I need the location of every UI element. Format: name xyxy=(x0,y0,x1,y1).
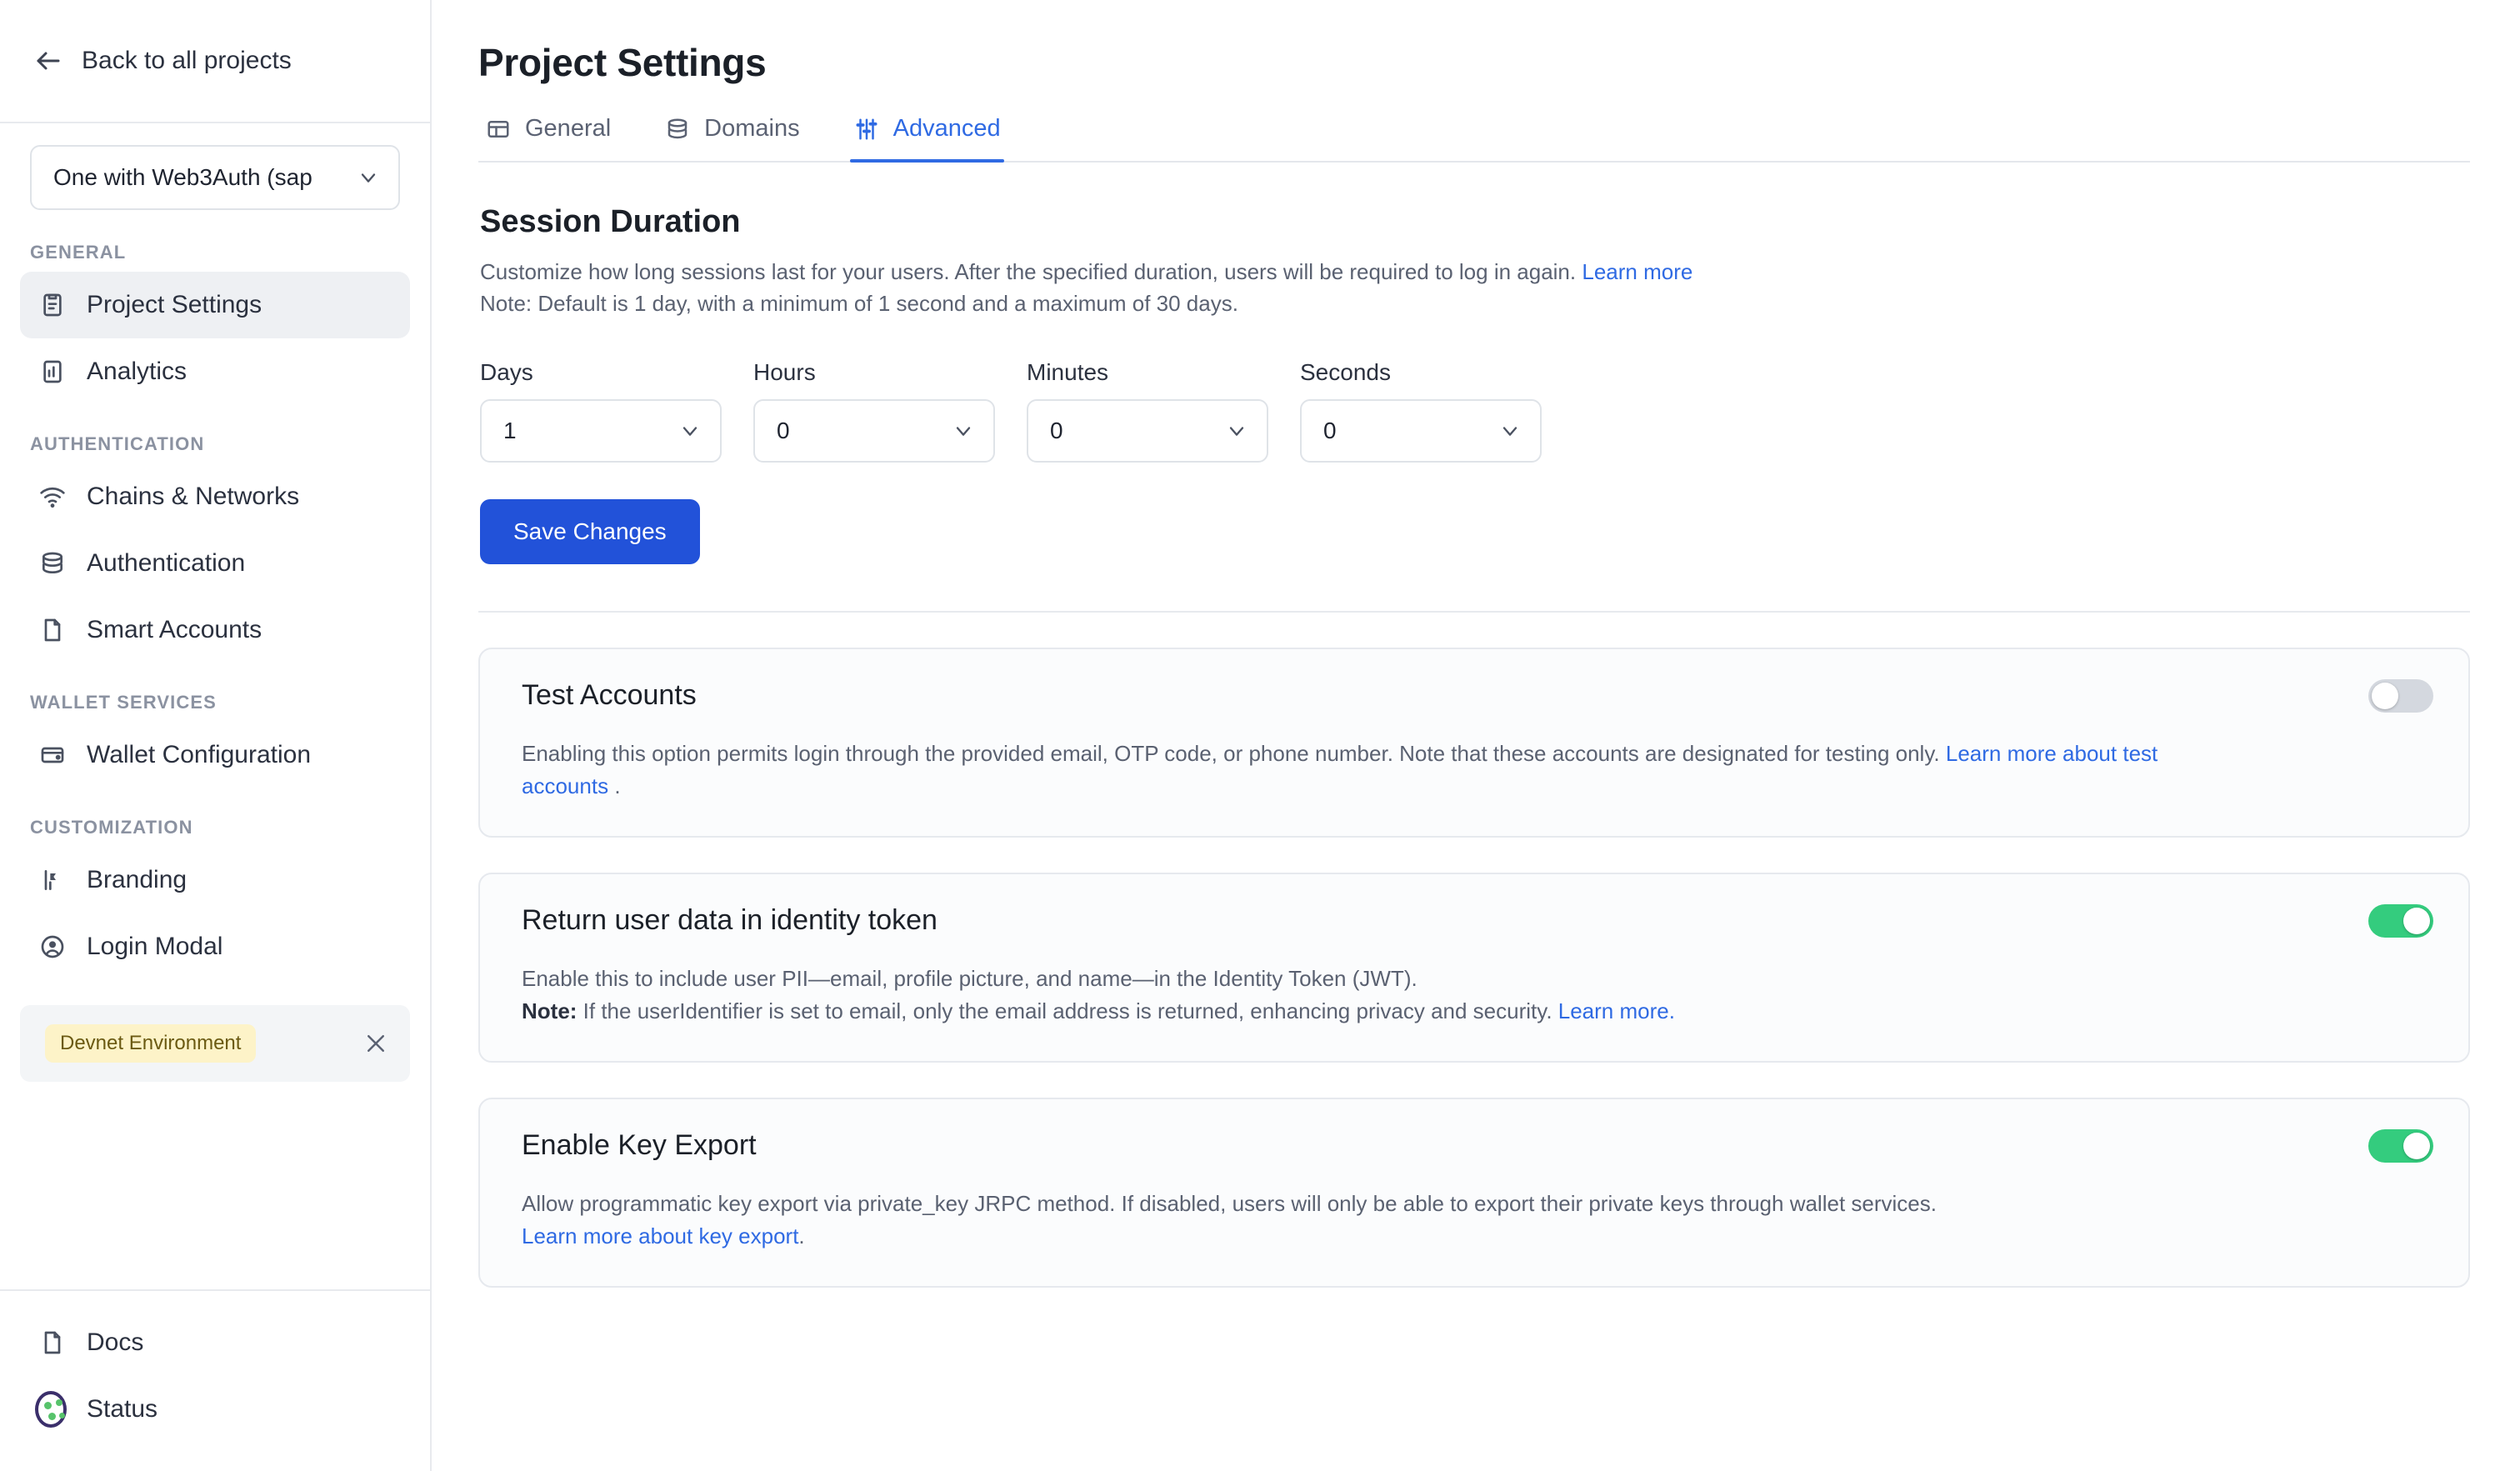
card-description-text: Allow programmatic key export via private_key JRPC method. If disabled, users will only be able to export their private keys through wallet services. xyxy=(522,1191,1937,1217)
return-user-data-learn-more-link[interactable]: Learn more. xyxy=(1558,998,1675,1024)
chevron-down-icon xyxy=(1225,419,1248,443)
sidebar-bottom xyxy=(0,1289,430,1471)
sidebar-item-authentication[interactable] xyxy=(20,530,410,597)
sidebar-item-login-modal[interactable] xyxy=(20,913,410,980)
card-note-text: If the userIdentifier is set to email, only the email address is returned, enhancing privacy and security. xyxy=(577,998,1558,1024)
chevron-down-icon xyxy=(1498,419,1522,443)
card-description-text: Enabling this option permits login through the provided email, OTP code, or phone number. Note that these accounts are designated for testing only. xyxy=(522,741,1940,767)
wifi-icon xyxy=(38,483,67,511)
card-note-label: Note: xyxy=(522,998,578,1024)
wallet-icon xyxy=(38,741,67,769)
section-divider xyxy=(478,611,2470,613)
sidebar-item-label: Authentication xyxy=(87,549,246,577)
sidebar-item-analytics[interactable] xyxy=(20,338,410,405)
key-export-learn-more-link[interactable]: Learn more about key export xyxy=(522,1223,799,1249)
chevron-down-icon xyxy=(678,419,702,443)
layers-icon xyxy=(38,549,67,578)
page-title: Project Settings xyxy=(478,41,767,84)
card-description xyxy=(522,963,2188,1028)
sidebar-item-docs[interactable] xyxy=(20,1309,410,1376)
session-duration-title: Session Duration xyxy=(480,204,741,239)
document-icon xyxy=(38,616,67,644)
card-description xyxy=(522,1188,2188,1253)
sidebar-group-label-general: GENERAL xyxy=(30,242,127,263)
card-title: Test Accounts xyxy=(522,679,697,712)
sidebar-item-label: Docs xyxy=(87,1328,144,1356)
card-description xyxy=(522,738,2188,803)
document-icon xyxy=(38,1328,67,1357)
chevron-down-icon xyxy=(952,419,975,443)
sidebar xyxy=(0,0,432,1471)
card-title: Return user data in identity token xyxy=(522,904,938,937)
field-hours xyxy=(753,359,995,463)
chevron-down-icon xyxy=(357,166,380,189)
sidebar-item-branding[interactable] xyxy=(20,847,410,913)
hours-select-value: 0 xyxy=(777,418,790,444)
chart-icon xyxy=(38,358,67,386)
sidebar-item-label: Chains & Networks xyxy=(87,483,300,510)
sidebar-item-label: Project Settings xyxy=(87,291,262,318)
grid-icon xyxy=(485,116,512,143)
days-select[interactable] xyxy=(480,399,722,463)
arrow-left-icon xyxy=(33,46,63,76)
sidebar-group-label-wallet-services: WALLET SERVICES xyxy=(30,692,217,713)
sidebar-item-status[interactable] xyxy=(20,1376,410,1443)
back-label: Back to all projects xyxy=(82,47,292,74)
sidebar-spacer xyxy=(0,1082,430,1289)
session-description-text: Customize how long sessions last for your users. After the specified duration, users will be required to log in again. xyxy=(480,259,1577,284)
sidebar-item-smart-accounts[interactable] xyxy=(20,597,410,663)
sidebar-item-label: Branding xyxy=(87,866,188,893)
session-learn-more-link[interactable]: Learn more xyxy=(1582,259,1693,284)
sidebar-group-label-customization: CUSTOMIZATION xyxy=(30,817,193,838)
project-selector[interactable] xyxy=(30,145,400,210)
environment-banner xyxy=(20,1005,410,1082)
save-changes-button[interactable]: Save Changes xyxy=(480,499,700,564)
card-header xyxy=(522,1129,2433,1163)
tab-label: General xyxy=(525,115,612,142)
card-test-accounts xyxy=(478,648,2470,838)
card-description-text: Enable this to include user PII—email, profile picture, and name—in the Identity Token (JWT). xyxy=(522,966,1418,992)
field-label: Hours xyxy=(753,359,816,386)
field-label: Seconds xyxy=(1300,359,1391,386)
enable-key-export-toggle[interactable] xyxy=(2368,1129,2433,1163)
sidebar-item-label: Status xyxy=(87,1395,158,1423)
card-header xyxy=(522,904,2433,938)
session-duration-description xyxy=(480,257,2470,319)
seconds-select[interactable] xyxy=(1300,399,1542,463)
field-days xyxy=(480,359,722,463)
tab-advanced[interactable] xyxy=(850,107,1004,161)
card-description-tail: . xyxy=(798,1223,805,1249)
tab-label: Advanced xyxy=(892,115,1001,142)
sidebar-item-label: Analytics xyxy=(87,358,188,385)
sidebar-item-project-settings[interactable] xyxy=(20,272,410,338)
project-selector-wrap xyxy=(0,123,430,213)
tab-label: Domains xyxy=(704,115,800,142)
close-icon[interactable] xyxy=(363,1031,388,1056)
user-circle-icon xyxy=(38,933,67,961)
card-title: Enable Key Export xyxy=(522,1129,757,1162)
test-accounts-toggle[interactable] xyxy=(2368,679,2433,713)
sidebar-item-label: Login Modal xyxy=(87,933,223,960)
card-description-tail: . xyxy=(614,773,621,799)
session-note: Note: Default is 1 day, with a minimum of 1 second and a maximum of 30 days. xyxy=(480,290,1238,316)
sliders-icon xyxy=(853,116,880,143)
session-duration-fields xyxy=(480,359,2470,463)
hours-select[interactable] xyxy=(753,399,995,463)
days-select-value: 1 xyxy=(503,418,517,444)
test-accounts-learn-more-link[interactable]: Learn more about test accounts xyxy=(522,741,2158,799)
branding-icon xyxy=(38,866,67,894)
field-seconds xyxy=(1300,359,1542,463)
tab-domains[interactable] xyxy=(661,107,802,161)
main-content xyxy=(432,0,2520,1471)
seconds-select-value: 0 xyxy=(1323,418,1337,444)
sidebar-item-label: Smart Accounts xyxy=(87,616,262,643)
sidebar-item-wallet-configuration[interactable] xyxy=(20,722,410,788)
field-label: Days xyxy=(480,359,533,386)
card-enable-key-export xyxy=(478,1098,2470,1288)
return-user-data-toggle[interactable] xyxy=(2368,904,2433,938)
sidebar-group-label-authentication: AUTHENTICATION xyxy=(30,433,205,454)
sidebar-item-chains-networks[interactable] xyxy=(20,463,410,530)
tab-general[interactable] xyxy=(482,107,614,161)
card-return-user-data xyxy=(478,873,2470,1063)
project-selector-value: One with Web3Auth (sap xyxy=(53,164,312,190)
field-minutes xyxy=(1027,359,1268,463)
tab-bar xyxy=(478,107,2470,163)
back-to-all-projects-button[interactable] xyxy=(0,0,430,123)
minutes-select-value: 0 xyxy=(1050,418,1063,444)
card-header xyxy=(522,679,2433,713)
minutes-select[interactable] xyxy=(1027,399,1268,463)
field-label: Minutes xyxy=(1027,359,1109,386)
environment-badge: Devnet Environment xyxy=(45,1024,256,1063)
cookie-icon xyxy=(38,1395,67,1423)
database-icon xyxy=(664,116,691,143)
sidebar-item-label: Wallet Configuration xyxy=(87,741,312,768)
clipboard-icon xyxy=(38,291,67,319)
